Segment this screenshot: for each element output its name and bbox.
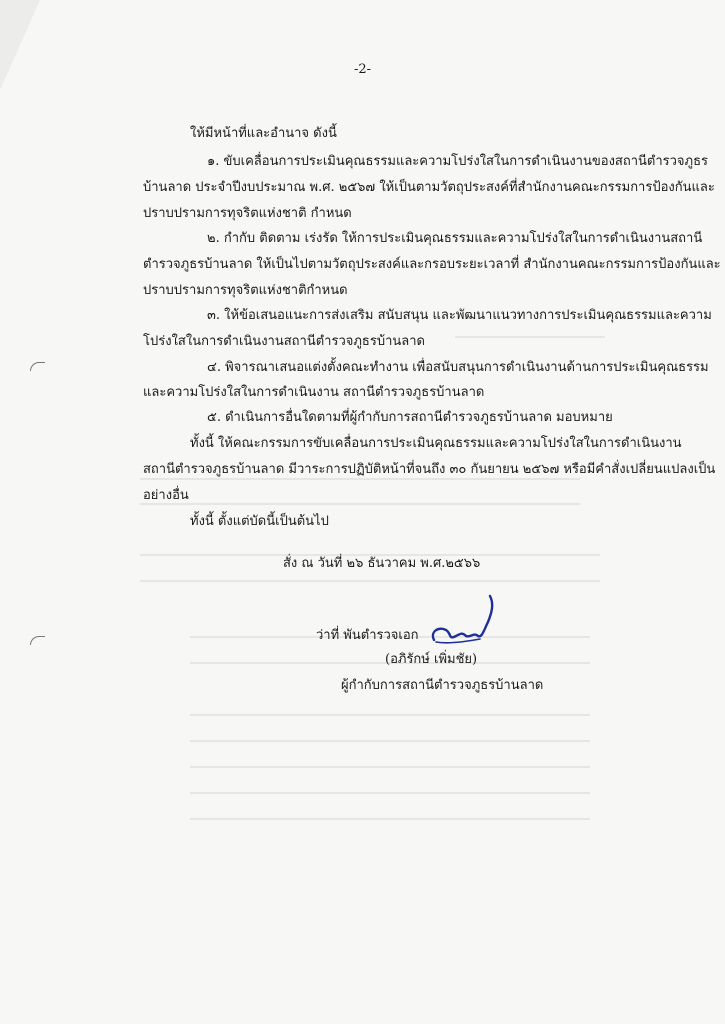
duty-item-2-line-3: ปราบปรามการทุจริตแห่งชาติกำหนด	[143, 283, 348, 298]
duty-item-2-line-1: ๒. กำกับ ติดตาม เร่งรัด ให้การประเมินคุณธรรมและความโปร่งใสในการดำเนินงานสถานี	[207, 231, 703, 246]
duty-item-1-line-1: ๑. ขับเคลื่อนการประเมินคุณธรรมและความโปร่งใสในการดำเนินงานของสถานีตำรวจภูธร	[207, 154, 709, 169]
bleed-through-line	[455, 336, 605, 338]
punch-hole-mark	[30, 636, 45, 645]
duty-item-1-line-2: บ้านลาด ประจำปีงบประมาณ พ.ศ. ๒๕๖๗ ให้เป็นตามวัตถุประสงค์ที่สำนักงานคณะกรรมการป้องกันและ	[143, 180, 715, 195]
bleed-through-line	[190, 714, 590, 716]
effective-statement: ทั้งนี้ ตั้งแต่บัดนี้เป็นต้นไป	[190, 514, 329, 529]
bleed-through-line	[140, 580, 600, 582]
closing-line-1: ทั้งนี้ ให้คณะกรรมการขับเคลื่อนการประเมินคุณธรรมและความโปร่งใสในการดำเนินงาน	[190, 436, 682, 451]
duty-item-4-line-1: ๔. พิจารณาเสนอแต่งตั้งคณะทำงาน เพื่อสนับสนุนการดำเนินงานด้านการประเมินคุณธรรม	[207, 360, 709, 375]
signatory-rank: ว่าที่ พันตำรวจเอก	[316, 628, 419, 643]
bleed-through-line	[190, 766, 590, 768]
signatory-position: ผู้กำกับการสถานีตำรวจภูธรบ้านลาด	[341, 678, 544, 693]
bleed-through-line	[190, 818, 590, 820]
duty-item-1-line-3: ปราบปรามการทุจริตแห่งชาติ กำหนด	[143, 206, 352, 221]
signatory-name: (อภิรักษ์ เพิ่มชัย)	[385, 652, 478, 667]
bleed-through-line	[190, 792, 590, 794]
bleed-through-line	[140, 478, 580, 480]
duty-item-3-line-1: ๓. ให้ข้อเสนอแนะการส่งเสริม สนับสนุน และพัฒนาแนวทางการประเมินคุณธรรมและความ	[207, 308, 712, 323]
handwritten-signature	[428, 592, 500, 652]
closing-line-3: อย่างอื่น	[143, 488, 189, 503]
order-date: สั่ง ณ วันที่ ๒๖ ธันวาคม พ.ศ.๒๕๖๖	[283, 556, 481, 571]
page-number: -2-	[353, 62, 372, 77]
duty-item-2-line-2: ตำรวจภูธรบ้านลาด ให้เป็นไปตามวัตถุประสงค์และกรอบระยะเวลาที่ สำนักงานคณะกรรมการป้องกันและ	[143, 257, 721, 272]
duties-heading: ให้มีหน้าที่และอำนาจ ดังนี้	[190, 126, 337, 141]
duty-item-3-line-2: โปร่งใสในการดำเนินงานสถานีตำรวจภูธรบ้านลาด	[143, 334, 425, 349]
duty-item-4-line-2: และความโปร่งใสในการดำเนินงาน สถานีตำรวจภูธรบ้านลาด	[143, 385, 485, 400]
bleed-through-line	[190, 740, 590, 742]
closing-line-2: สถานีตำรวจภูธรบ้านลาด มีวาระการปฏิบัติหน้าที่จนถึง ๓๐ กันยายน ๒๕๖๗ หรือมีคำสั่งเปลี่ยนแปลงเป็น	[143, 462, 716, 477]
bleed-through-line	[140, 503, 580, 505]
duty-item-5-line-1: ๕. ดำเนินการอื่นใดตามที่ผู้กำกับการสถานีตำรวจภูธรบ้านลาด มอบหมาย	[207, 410, 613, 425]
punch-hole-mark	[30, 362, 45, 371]
